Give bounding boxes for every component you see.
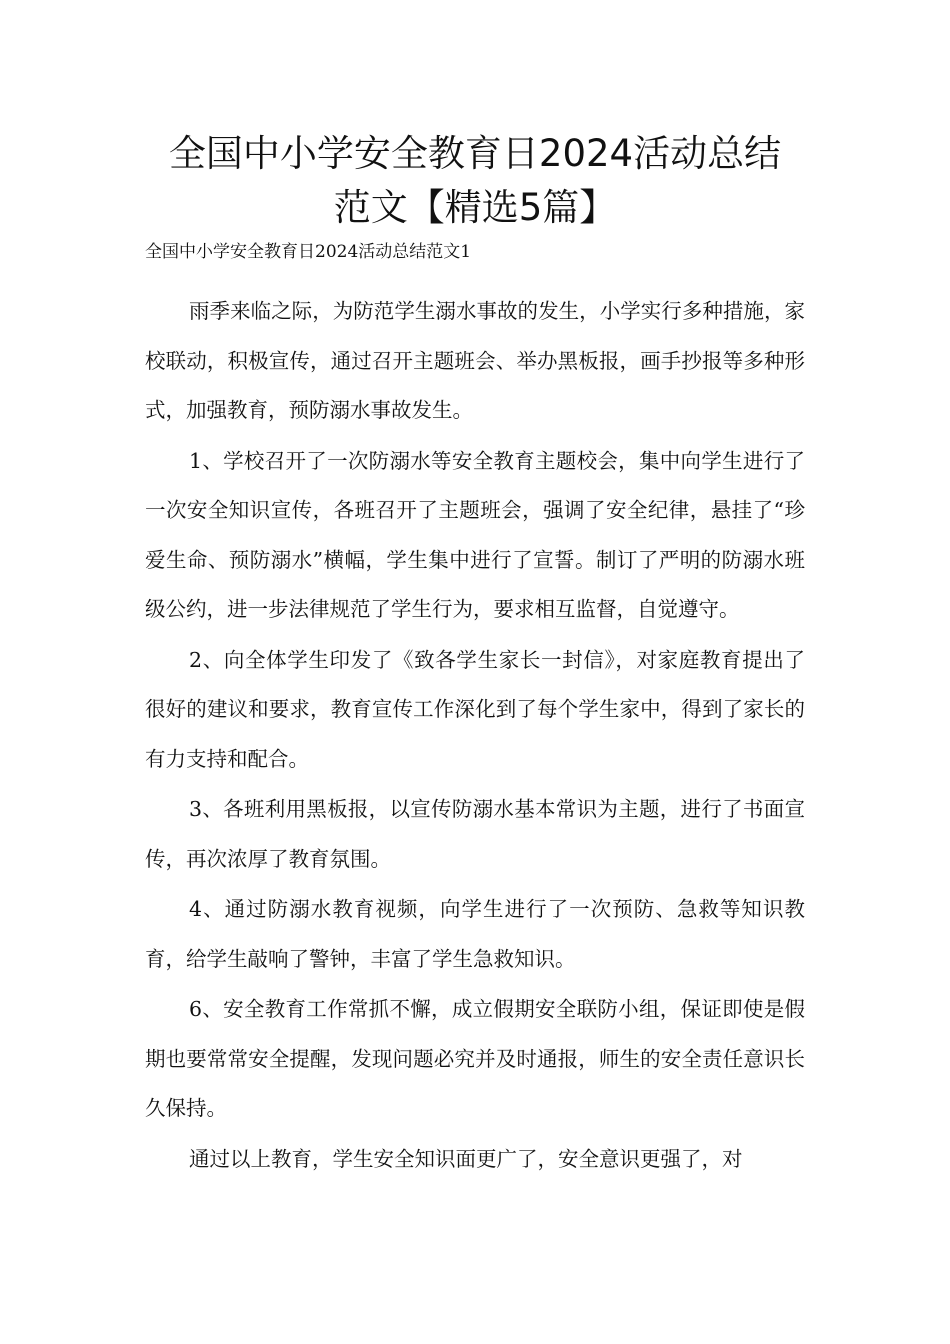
document-body — [145, 287, 805, 1185]
paragraph-item-1: 1、学校召开了一次防溺水等安全教育主题校会，集中向学生进行了一次安全知识宣传，各班召开了主题班会，强调了安全纪律，悬挂了“珍爱生命、预防溺水”横幅，学生集中进行了宣誓。制订了严明的防溺水班级公约，进一步法律规范了学生行为，要求相互监督，自觉遵守。 — [145, 448, 805, 621]
document-title-line-1: 全国中小学安全教育日2024活动总结 — [168, 132, 782, 175]
paragraph-conclusion: 通过以上教育，学生安全知识面更广了，安全意识更强了，对 — [189, 1146, 743, 1171]
paragraph-item-2: 2、向全体学生印发了《致各学生家长一封信》，对家庭教育提出了很好的建议和要求，教育宣传工作深化到了每个学生家中，得到了家长的有力支持和配合。 — [145, 647, 805, 771]
paragraph-item-4: 4、通过防溺水教育视频，向学生进行了一次预防、急救等知识教育，给学生敲响了警钟，丰富了学生急救知识。 — [145, 897, 805, 971]
section-heading: 全国中小学安全教育日2024活动总结范文1 — [145, 242, 472, 262]
paragraph-item-6: 6、安全教育工作常抓不懈，成立假期安全联防小组，保证即使是假期也要常常安全提醒，发现问题必究并及时通报，师生的安全责任意识长久保持。 — [145, 997, 805, 1120]
paragraph-intro: 雨季来临之际，为防范学生溺水事故的发生，小学实行多种措施，家校联动，积极宣传，通过召开主题班会、举办黑板报，画手抄报等多种形式，加强教育，预防溺水事故发生。 — [145, 299, 805, 422]
document-title-line-2: 范文【精选5篇】 — [333, 186, 617, 229]
paragraph-item-3: 3、各班利用黑板报，以宣传防溺水基本常识为主题，进行了书面宣传，再次浓厚了教育氛围。 — [145, 797, 805, 871]
